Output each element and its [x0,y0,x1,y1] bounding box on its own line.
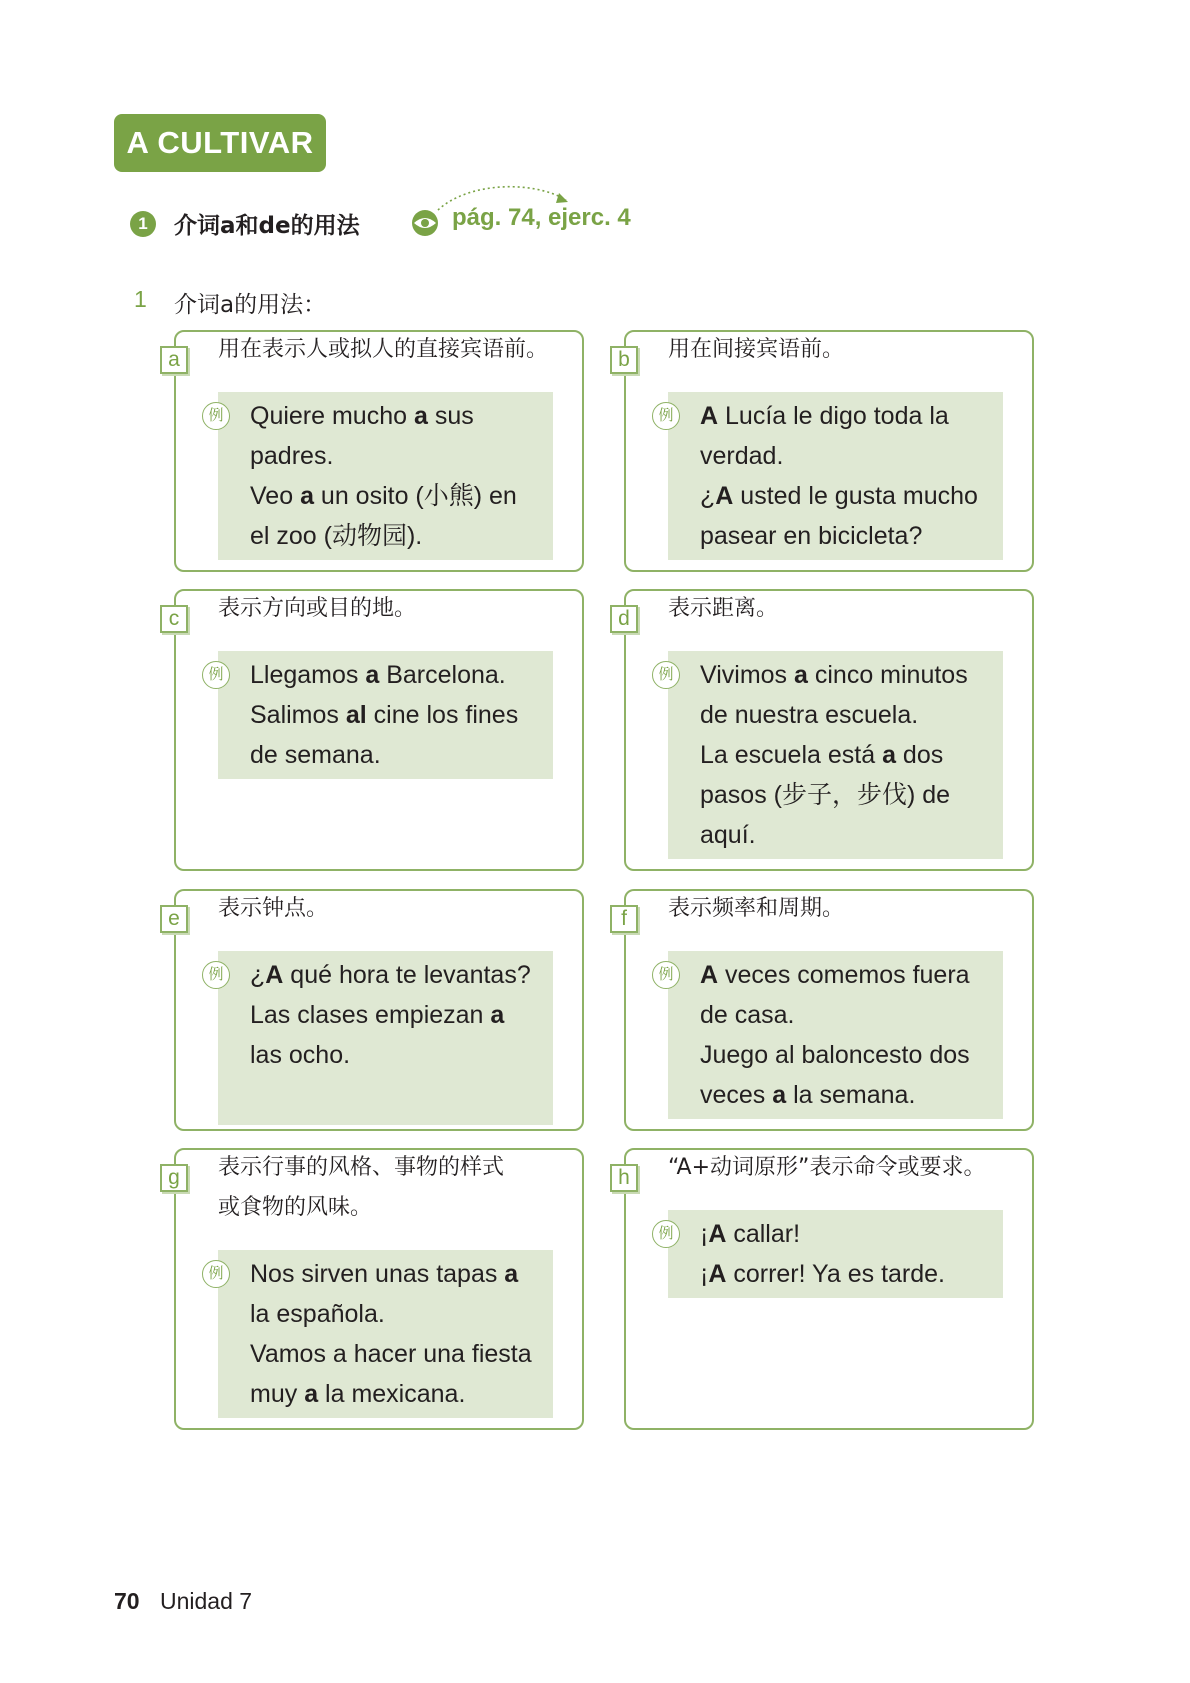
example-sentence-line [250,735,545,775]
sentence-text: Nos sirven unas tapas [250,1260,505,1288]
sentence-text: Juego al baloncesto dos [700,1041,970,1069]
example-sentence-line [250,476,545,516]
example-box [658,1210,1003,1298]
highlighted-preposition: A [715,482,734,510]
card-letter: a [160,346,188,374]
highlighted-preposition: a [304,1380,319,1408]
sentence-text: cine los fines [366,701,519,729]
highlighted-preposition: a [772,1081,787,1109]
example-marker-icon: 例 [652,961,680,989]
sentence-text: Barcelona. [379,661,506,689]
card-rule [668,889,1036,929]
topic-title: 介词a和de的用法 [174,213,360,239]
highlighted-preposition: A [708,1260,727,1288]
example-box [208,1250,553,1418]
sentence-text: sus [427,402,474,430]
rule-line: 表示方向或目的地。 [218,596,417,621]
sentence-text: veces [700,1081,773,1109]
rule-line: 用在间接宾语前。 [668,337,845,362]
example-sentence-line [250,1035,545,1075]
page-number: 70 [114,1588,140,1614]
card-rule [218,589,586,629]
example-sentence-line [250,655,545,695]
example-sentence-line [700,1254,995,1294]
sentence-text: pasos (步子，步伐) de [700,781,951,809]
example-box [208,651,553,779]
rule-card-a [168,330,584,572]
rule-line: “A+动词原形”表示命令或要求。 [668,1155,986,1180]
sentence-text: La escuela está [700,741,883,769]
example-box [208,951,553,1125]
sentence-text: Las clases empiezan [250,1001,491,1029]
sentence-text: ¡ [700,1260,709,1288]
sentence-text: muy [250,1380,305,1408]
example-sentence-line [250,436,545,476]
rule-card-d [618,589,1034,871]
sentence-text: el zoo (动物园). [250,522,423,550]
rule-line: 表示行事的风格、事物的样式 [218,1155,505,1180]
highlighted-preposition: A [265,961,284,989]
card-letter: g [160,1164,188,1192]
example-sentence-line [700,396,995,436]
highlighted-preposition: A [700,402,719,430]
card-letter: d [610,605,638,633]
sentence-text: Veo [250,482,301,510]
highlighted-preposition: a [490,1001,505,1029]
sentence-text: Vivimos [700,661,795,689]
highlighted-preposition: a [365,661,380,689]
sentence-text: aquí. [700,821,756,849]
sentence-text: pasear en bicicleta? [700,522,923,550]
subsection-title: 介词a的用法： [174,292,327,318]
sentence-text: correr! Ya es tarde. [726,1260,946,1288]
sentence-text: de nuestra escuela. [700,701,919,729]
example-sentence-line [250,1254,545,1294]
sentence-text: la española. [250,1300,385,1328]
topic-number: 1 [130,211,156,237]
eye-icon [410,209,440,237]
highlighted-preposition: A [700,961,719,989]
rule-card-b [618,330,1034,572]
sentence-text: ¡ [700,1220,709,1248]
example-sentence-line [700,735,995,775]
section-tag: A CULTIVAR [114,114,326,172]
sentence-text: padres. [250,442,334,470]
example-box [658,392,1003,560]
card-letter: f [610,905,638,933]
rule-card-g [168,1148,584,1430]
sentence-text: Vamos a hacer una fiesta [250,1340,532,1368]
example-marker-icon: 例 [652,661,680,689]
card-rule [668,1148,1036,1188]
card-rule [218,889,586,929]
sentence-text: la mexicana. [318,1380,466,1408]
example-sentence-line [700,1214,995,1254]
sentence-text: usted le gusta mucho [733,482,978,510]
card-rule [668,589,1036,629]
example-sentence-line [700,516,995,556]
example-sentence-line [700,775,995,815]
example-marker-icon: 例 [652,1220,680,1248]
rule-line: 或食物的风味。 [218,1195,373,1220]
unit-label: Unidad 7 [159,1588,253,1614]
rule-card-h [618,1148,1034,1430]
sentence-text: de semana. [250,741,381,769]
rule-line: 表示距离。 [668,596,779,621]
example-sentence-line [700,1075,995,1115]
example-box [658,951,1003,1119]
sentence-text: verdad. [700,442,784,470]
subsection-number: 1 [134,286,147,312]
example-sentence-line [700,995,995,1035]
sentence-text: Lucía le digo toda la [718,402,949,430]
rule-line: 用在表示人或拟人的直接宾语前。 [218,337,549,362]
sentence-text: la semana. [786,1081,916,1109]
example-box [208,392,553,560]
card-letter: e [160,905,188,933]
example-sentence-line [250,955,545,995]
highlighted-preposition: a [794,661,808,689]
rule-line: 表示频率和周期。 [668,896,845,921]
sentence-text: cinco minutos [807,661,968,689]
sentence-text: un osito (小熊) en [313,482,517,510]
sentence-text: Llegamos [250,661,366,689]
card-rule [218,1148,586,1228]
example-sentence-line [700,436,995,476]
sentence-text: Salimos [250,701,346,729]
example-marker-icon: 例 [652,402,680,430]
example-sentence-line [700,695,995,735]
example-sentence-line [250,1334,545,1374]
example-box [658,651,1003,859]
sentence-text: qué hora te levantas? [283,961,531,989]
highlighted-preposition: a [882,741,896,769]
example-sentence-line [250,695,545,735]
sentence-text: veces comemos fuera [718,961,970,989]
example-marker-icon: 例 [202,661,230,689]
sentence-text: de casa. [700,1001,795,1029]
card-letter: c [160,605,188,633]
example-marker-icon: 例 [202,961,230,989]
example-sentence-line [700,655,995,695]
rule-card-f [621,889,1034,1131]
rule-card-e [168,889,584,1131]
highlighted-preposition: A [708,1220,727,1248]
example-sentence-line [700,476,995,516]
card-rule [218,330,586,370]
highlighted-preposition: a [300,482,314,510]
highlighted-preposition: a [413,402,428,430]
example-sentence-line [250,396,545,436]
rule-card-c [168,589,584,871]
example-sentence-line [700,1035,995,1075]
page-footer [114,1588,252,1615]
example-marker-icon: 例 [202,1260,230,1288]
example-sentence-line [250,1374,545,1414]
sentence-text: ¿ [700,482,716,510]
example-sentence-line [700,815,995,855]
card-rule [668,330,1036,370]
sentence-text: ¿ [250,961,266,989]
page-reference-link[interactable]: pág. 74, ejerc. 4 [452,204,631,231]
rule-line: 表示钟点。 [218,896,329,921]
sentence-text: callar! [726,1220,801,1248]
example-marker-icon: 例 [202,402,230,430]
highlighted-preposition: al [345,701,367,729]
sentence-text: las ocho. [250,1041,351,1069]
example-sentence-line [700,955,995,995]
example-sentence-line [250,1294,545,1334]
sentence-text: dos [895,741,944,769]
example-sentence-line [250,516,545,556]
card-letter: b [610,346,638,374]
card-letter: h [610,1164,638,1192]
sentence-text: Quiere mucho [250,402,414,430]
highlighted-preposition: a [504,1260,519,1288]
example-sentence-line [250,995,545,1035]
